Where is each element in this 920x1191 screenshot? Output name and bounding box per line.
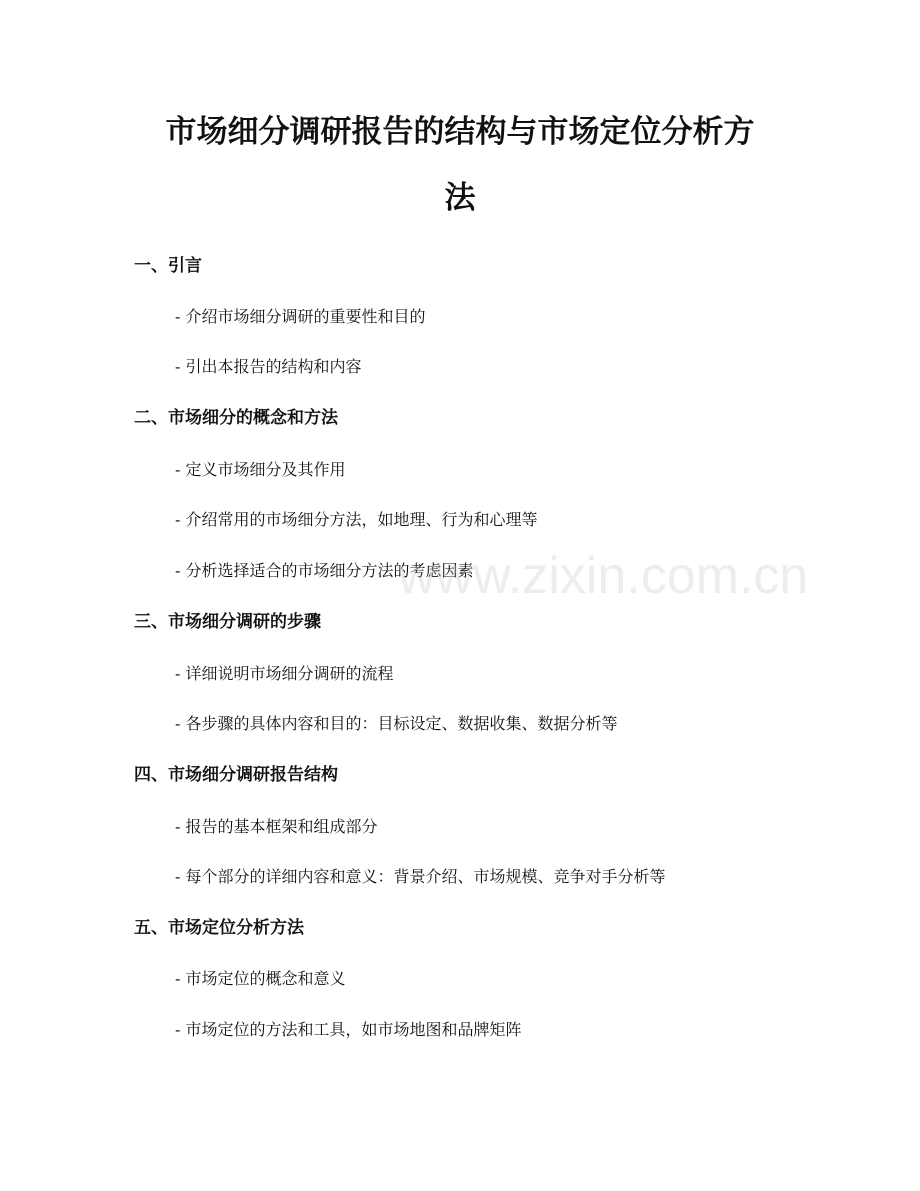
section-item: - 市场定位的方法和工具，如市场地图和品牌矩阵 [175,1020,522,1039]
section-item: - 介绍常用的市场细分方法，如地理、行为和心理等 [175,510,538,529]
section-item: - 定义市场细分及其作用 [175,460,346,479]
section-item: - 市场定位的概念和意义 [175,969,346,988]
watermark: www.zixin.com.cn [398,547,809,605]
section-item: - 分析选择适合的市场细分方法的考虑因素 [175,561,474,580]
section-item: - 详细说明市场细分调研的流程 [175,664,394,683]
document-title-line-1: 市场细分调研报告的结构与市场定位分析方 [165,114,755,150]
section-heading-report-structure: 四、市场细分调研报告结构 [134,765,338,785]
section-item: - 介绍市场细分调研的重要性和目的 [175,307,426,326]
section-heading-introduction: 一、引言 [134,256,202,276]
section-item: - 报告的基本框架和组成部分 [175,817,378,836]
section-heading-segmentation-concept: 二、市场细分的概念和方法 [134,408,338,428]
section-heading-positioning-methods: 五、市场定位分析方法 [134,918,304,938]
section-heading-research-steps: 三、市场细分调研的步骤 [134,612,321,632]
section-item: - 引出本报告的结构和内容 [175,357,362,376]
section-item: - 各步骤的具体内容和目的：目标设定、数据收集、数据分析等 [175,714,618,733]
section-item: - 每个部分的详细内容和意义：背景介绍、市场规模、竞争对手分析等 [175,867,666,886]
document-title-line-2: 法 [444,180,476,216]
